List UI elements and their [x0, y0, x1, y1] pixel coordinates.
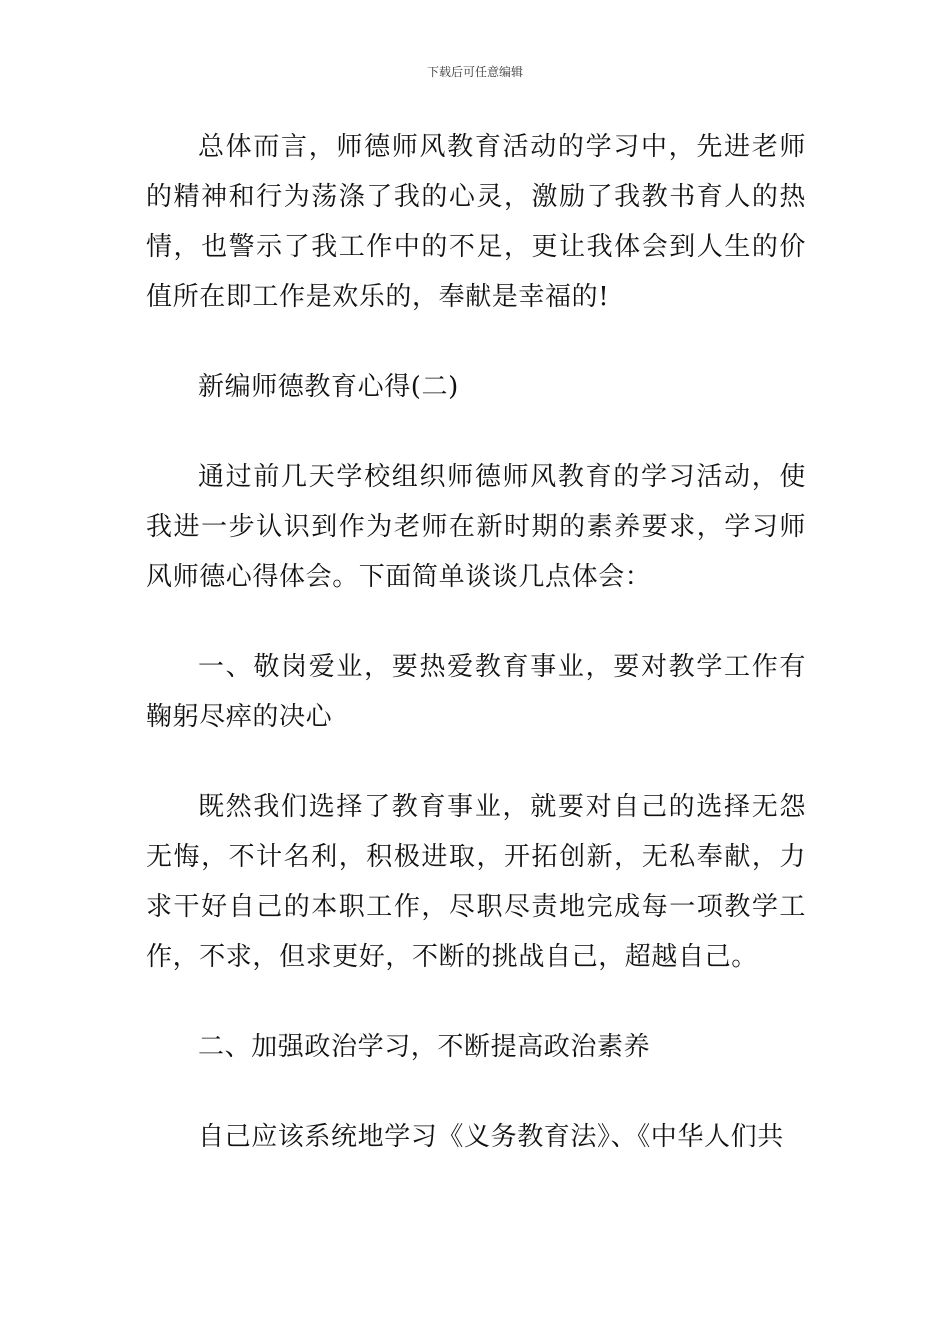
paragraph-point-one: 既然我们选择了教育事业，就要对自己的选择无怨无悔，不计名利，积极进取，开拓创新，无私奉献，力求干好自己的本职工作，尽职尽责地完成每一项教学工作，不求，但求更好，不断的挑战自己，超越自己。 [146, 792, 806, 972]
document-body [146, 122, 806, 1162]
page-header: 下载后可任意编辑 [426, 65, 523, 79]
heading-point-one: 一、敬岗爱业，要热爱教育事业，要对教学工作有鞠躬尽瘁的决心 [146, 652, 806, 732]
section-title: 新编师德教育心得(二) [198, 372, 459, 402]
paragraph-intro: 通过前几天学校组织师德师风教育的学习活动，使我进一步认识到作为老师在新时期的素养要求，学习师风师德心得体会。下面简单谈谈几点体会： [146, 462, 806, 592]
heading-point-two: 二、加强政治学习，不断提高政治素养 [198, 1032, 651, 1062]
paragraph-point-two: 自己应该系统地学习《义务教育法》、《中华人们共 [198, 1122, 784, 1152]
paragraph-summary: 总体而言，师德师风教育活动的学习中，先进老师的精神和行为荡涤了我的心灵，激励了我教书育人的热情，也警示了我工作中的不足，更让我体会到人生的价值所在即工作是欢乐的，奉献是幸福的! [146, 132, 806, 312]
